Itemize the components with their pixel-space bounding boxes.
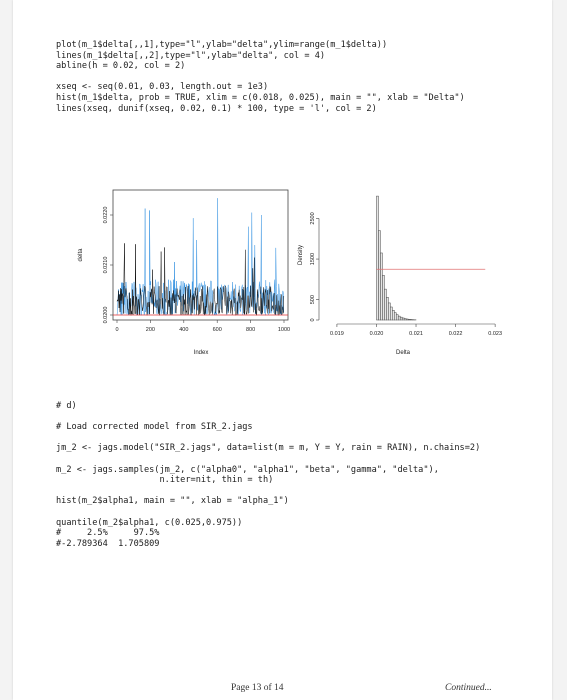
- trace-x-tick-label: 1000: [277, 327, 291, 333]
- trace-y-label: delta: [78, 248, 84, 262]
- histogram-plot: [293, 182, 513, 362]
- histogram-bar: [388, 303, 390, 320]
- histogram-bars: [376, 196, 485, 320]
- trace-series: [113, 198, 288, 315]
- histogram-x-tick-label: 0.021: [409, 331, 423, 337]
- histogram-bar: [400, 317, 402, 320]
- histogram-bar: [404, 319, 406, 320]
- histogram-bar: [378, 231, 380, 320]
- trace-x-axis: [115, 320, 290, 333]
- histogram-bar: [390, 307, 392, 320]
- code-line: plot(m_1$delta[,,1],type="l",ylab="delta",ylim=range(m_1$delta)): [56, 40, 388, 50]
- code-line: jm_2 <- jags.model("SIR_2.jags", data=list(m = m, Y = Y, rain = RAIN), n.chains=2): [56, 443, 481, 454]
- code-line: hist(m_1$delta, prob = TRUE, xlim = c(0.018, 0.025), main = "", xlab = "Delta"): [56, 92, 465, 103]
- code-line: lines(m_1$delta[,,2],type="l",ylab="delta", col = 4): [56, 50, 326, 61]
- document-page: [13, 0, 552, 700]
- trace-x-tick-label: 600: [212, 327, 222, 333]
- histogram-y-tick-label: 2500: [310, 212, 316, 225]
- code-line: [56, 433, 480, 444]
- code-line: abline(h = 0.02, col = 2): [56, 61, 186, 72]
- trace-plot: [73, 182, 293, 362]
- histogram-bar: [386, 297, 388, 320]
- code-line: n.iter=nit, thin = th): [56, 475, 274, 486]
- page-number: Page 13 of 14: [231, 683, 284, 693]
- histogram-y-tick-label: 0: [310, 318, 316, 322]
- trace-y-axis: [103, 207, 113, 324]
- trace-x-tick-label: 800: [246, 327, 256, 333]
- histogram-y-tick-label: 1500: [310, 252, 316, 266]
- histogram-bar: [376, 196, 378, 320]
- histogram-bar: [406, 319, 408, 320]
- trace-y-tick-label: 0.0200: [103, 306, 109, 324]
- trace-x-tick-label: 400: [179, 327, 189, 333]
- code-line: lines(xseq, dunif(xseq, 0.02, 0.1) * 100, type = 'l', col = 2): [56, 103, 377, 114]
- histogram-bar: [392, 310, 394, 320]
- trace-y-tick-label: 0.0220: [103, 206, 109, 224]
- code-line: [56, 507, 480, 518]
- histogram-x-tick-label: 0.020: [369, 331, 384, 337]
- continued-note: Continued...: [445, 683, 492, 693]
- code-line: # d): [56, 401, 77, 411]
- code-line: # 2.5% 97.5%: [56, 528, 160, 539]
- code-line: [56, 454, 480, 465]
- histogram-bar: [382, 275, 384, 320]
- code-line: [56, 412, 480, 423]
- code-line: [56, 486, 480, 497]
- histogram-y-tick-label: 500: [310, 295, 316, 305]
- trace-series-chain-1: [117, 243, 284, 315]
- trace-x-tick-label: 0: [115, 327, 119, 333]
- histogram-bar: [398, 316, 400, 320]
- histogram-bar: [396, 315, 398, 320]
- code-line: quantile(m_2$alpha1, c(0.025,0.975)): [56, 517, 243, 528]
- histogram-bar: [402, 318, 404, 320]
- trace-y-tick-label: 0.0210: [103, 256, 109, 274]
- code-block-jags: [56, 401, 480, 549]
- histogram-y-axis: [310, 212, 319, 321]
- code-line: # Load corrected model from SIR_2.jags: [56, 422, 253, 433]
- code-line: xseq <- seq(0.01, 0.03, length.out = 1e3): [56, 82, 269, 93]
- code-line: [56, 72, 465, 83]
- code-line: #-2.789364 1.705809: [56, 538, 160, 549]
- histogram-bar: [380, 253, 382, 320]
- histogram-x-tick-label: 0.019: [330, 331, 344, 337]
- histogram-bar: [394, 313, 396, 320]
- code-line: hist(m_2$alpha1, main = "", xlab = "alpha_1"): [56, 496, 289, 507]
- histogram-x-tick-label: 0.022: [448, 331, 463, 337]
- histogram-x-label: Delta: [395, 350, 411, 356]
- histogram-bar: [408, 319, 410, 320]
- histogram-y-label: Density: [298, 244, 304, 266]
- trace-x-label: Index: [193, 350, 209, 356]
- trace-x-tick-label: 200: [145, 327, 155, 333]
- code-block-plot: [56, 40, 465, 114]
- histogram-x-axis: [330, 324, 502, 337]
- code-line: m_2 <- jags.samples(jm_2, c("alpha0", "alpha1", "beta", "gamma", "delta"),: [56, 464, 439, 475]
- histogram-bar: [384, 289, 386, 320]
- histogram-x-tick-label: 0.023: [488, 331, 503, 337]
